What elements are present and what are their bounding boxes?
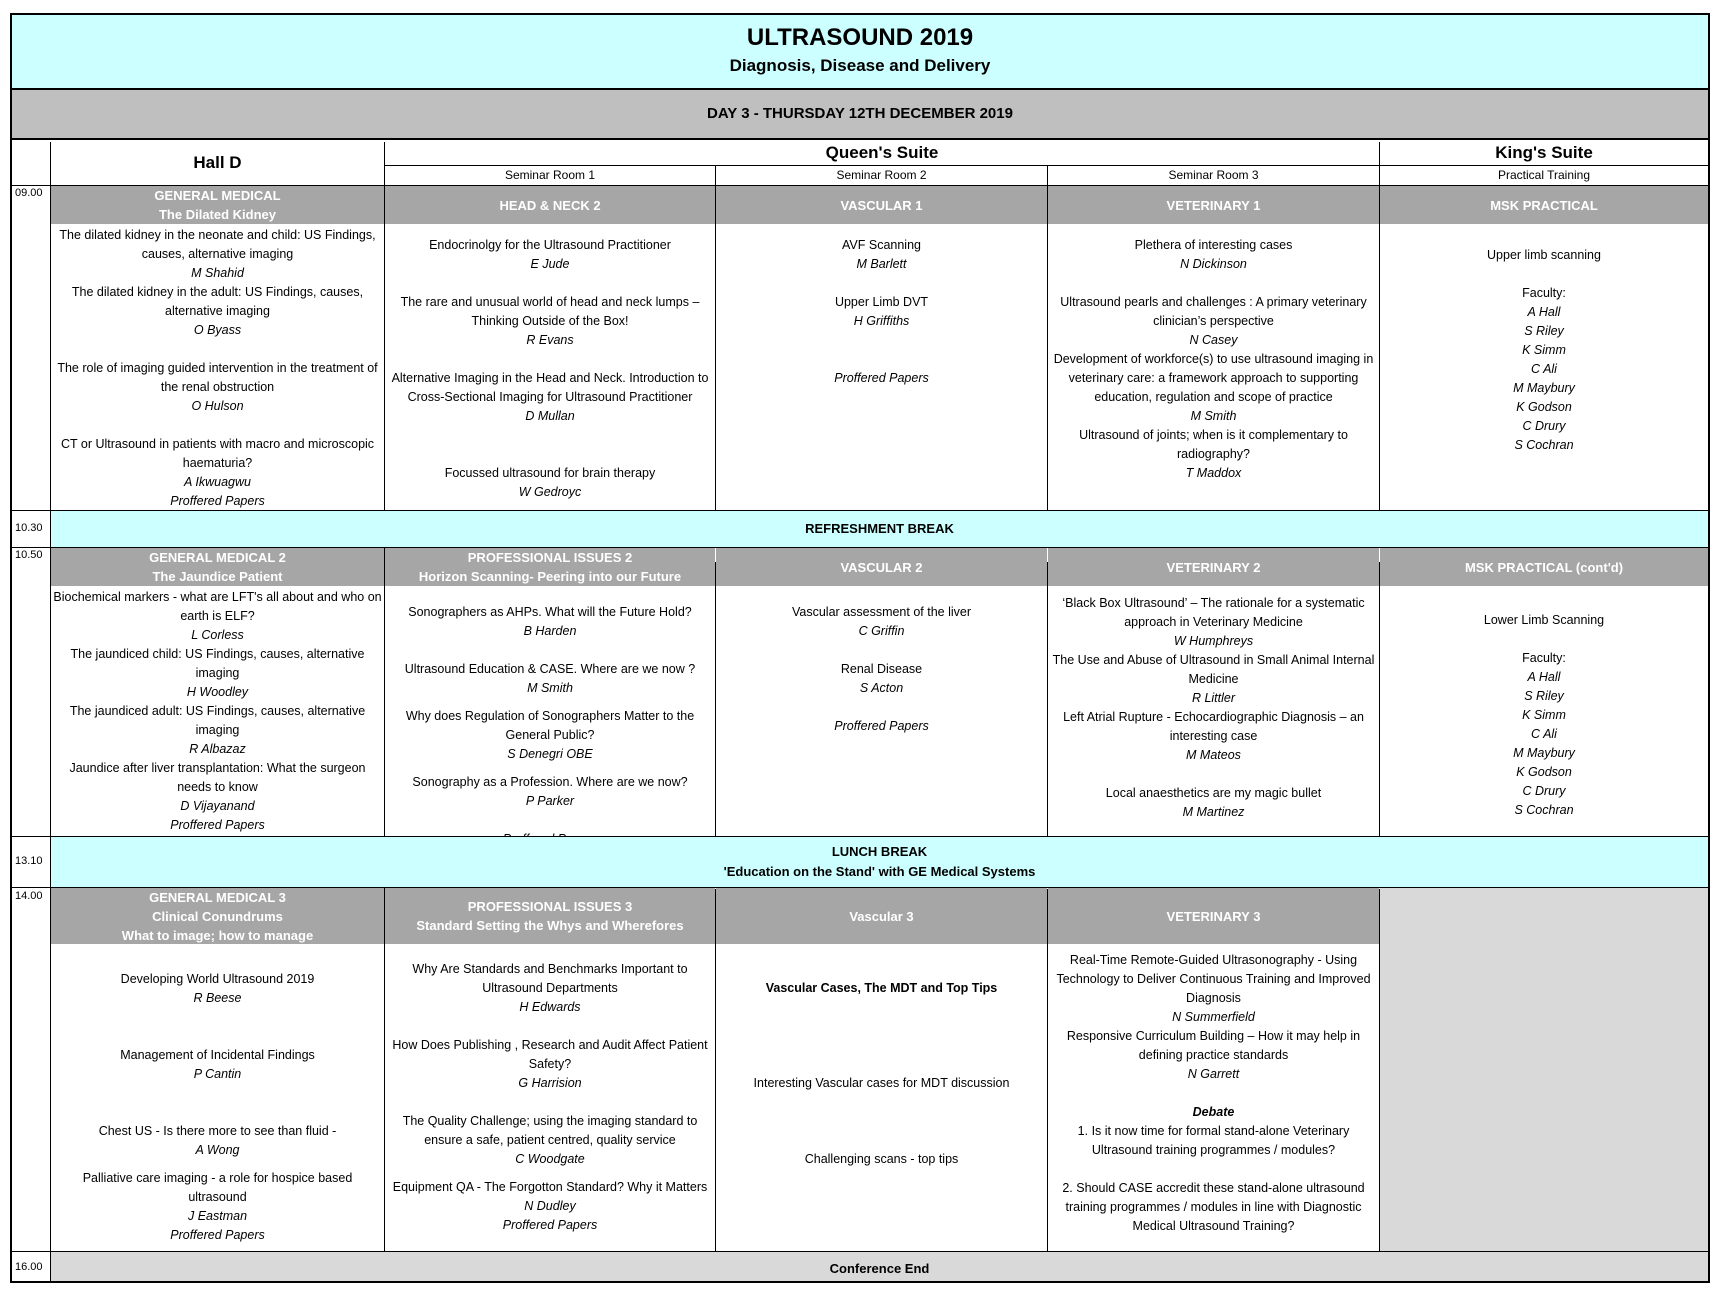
talk-title: Ultrasound Education & CASE. Where are we now ? bbox=[404, 662, 696, 676]
faculty-member: C Drury bbox=[1522, 419, 1566, 433]
block1-sr3-talks bbox=[1048, 236, 1379, 483]
speaker: P Cantin bbox=[193, 1067, 242, 1081]
block3-sr2-talks bbox=[716, 979, 1047, 1169]
session-professional-issues-2 bbox=[385, 548, 715, 586]
session-msk-practical-contd: MSK PRACTICAL (cont'd) bbox=[1380, 548, 1708, 586]
talk-title: Upper limb scanning bbox=[1487, 248, 1601, 262]
kings-suite-empty bbox=[1380, 888, 1708, 1251]
speaker: L Corless bbox=[191, 628, 244, 642]
speaker: A Ikwuagwu bbox=[184, 475, 251, 489]
talk-title: Alternative Imaging in the Head and Neck. Introduction to Cross-Sectional Imaging for Ultrasound Practitioner bbox=[391, 371, 709, 404]
talk-title: CT or Ultrasound in patients with macro and microscopic haematuria? bbox=[60, 437, 375, 470]
programme-sheet bbox=[10, 13, 1710, 1283]
speaker: W Humphreys bbox=[1173, 634, 1254, 648]
time-1050: 10.50 bbox=[15, 549, 43, 561]
faculty-member: K Simm bbox=[1522, 343, 1566, 357]
talk-title: Renal Disease bbox=[840, 662, 923, 676]
block2-kings-practical bbox=[1380, 611, 1708, 820]
faculty-member: M Maybury bbox=[1513, 381, 1575, 395]
room-seminar-3: Seminar Room 3 bbox=[1168, 168, 1259, 182]
debate-question: 2. Should CASE accredit these stand-alone ultrasound training programmes / modules in line with Diagnostic Medical Ultrasound Training? bbox=[1062, 1181, 1365, 1233]
speaker: M Martinez bbox=[1182, 805, 1245, 819]
block1-sr1-talks bbox=[385, 236, 715, 502]
talk-title: Developing World Ultrasound 2019 bbox=[120, 972, 315, 986]
faculty-member: C Drury bbox=[1522, 784, 1566, 798]
speaker: J Eastman bbox=[187, 1209, 248, 1223]
talk-title: Plethera of interesting cases bbox=[1134, 238, 1293, 252]
talk-title: ‘Black Box Ultrasound’ – The rationale for a systematic approach in Veterinary Medicine bbox=[1062, 596, 1365, 629]
time-0900: 09.00 bbox=[15, 187, 43, 199]
lunch-break-subtitle: 'Education on the Stand' with GE Medical Systems bbox=[723, 864, 1036, 879]
talk-title: Development of workforce(s) to use ultrasound imaging in veterinary care: a framework approach to supporting education, regulation and scope of practice bbox=[1053, 352, 1374, 404]
session-veterinary-1: VETERINARY 1 bbox=[1048, 186, 1379, 224]
talk-title: Local anaesthetics are my magic bullet bbox=[1105, 786, 1322, 800]
venue-queens-suite: Queen's Suite bbox=[825, 143, 939, 162]
faculty-member: K Godson bbox=[1516, 400, 1572, 414]
speaker: M Barlett bbox=[856, 257, 907, 271]
refreshment-break: REFRESHMENT BREAK bbox=[51, 511, 1708, 547]
speaker: P Parker bbox=[525, 794, 575, 808]
speaker: M Shahid bbox=[191, 266, 244, 280]
faculty-member: S Riley bbox=[1524, 324, 1564, 338]
talk-title: Lower Limb Scanning bbox=[1483, 613, 1605, 627]
session-msk-practical: MSK PRACTICAL bbox=[1380, 186, 1708, 224]
speaker: H Woodley bbox=[186, 685, 249, 699]
faculty-member: A Hall bbox=[1527, 305, 1561, 319]
speaker: N Dickinson bbox=[1180, 257, 1247, 271]
session-title: PROFESSIONAL ISSUES 2 bbox=[467, 550, 633, 565]
session-subtitle: What to image; how to manage bbox=[121, 927, 314, 943]
speaker: O Byass bbox=[193, 323, 242, 337]
block1-sr2-talks bbox=[716, 236, 1047, 388]
talk-title: The jaundiced child: US Findings, causes, alternative imaging bbox=[70, 647, 365, 680]
talk-title: Endocrinolgy for the Ultrasound Practitioner bbox=[429, 238, 671, 252]
speaker: C Griffin bbox=[858, 624, 905, 638]
debate-heading: Debate bbox=[1192, 1105, 1235, 1119]
proffered-papers: Proffered Papers bbox=[170, 1228, 265, 1242]
talk-title: The jaundiced adult: US Findings, causes, alternative imaging bbox=[69, 704, 366, 737]
session-subtitle: The Dilated Kidney bbox=[158, 207, 277, 222]
talk-title: AVF Scanning bbox=[842, 238, 921, 252]
faculty-member: S Cochran bbox=[1514, 438, 1574, 452]
conference-end: Conference End bbox=[51, 1252, 1708, 1283]
block2-sr1-talks bbox=[385, 603, 715, 849]
talk-title: Jaundice after liver transplantation: What the surgeon needs to know bbox=[69, 761, 366, 794]
proffered-papers: Proffered Papers bbox=[170, 494, 265, 508]
speaker: M Smith bbox=[527, 681, 573, 695]
talk-title: Vascular Cases, The MDT and Top Tips bbox=[765, 981, 998, 995]
block3-sr3-talks bbox=[1048, 951, 1379, 1236]
speaker: B Harden bbox=[523, 624, 577, 638]
venue-kings-suite: King's Suite bbox=[1495, 143, 1593, 162]
block2-sr2-talks bbox=[716, 603, 1047, 736]
session-general-medical-3 bbox=[51, 888, 384, 944]
talk-title: Biochemical markers - what are LFT's all about and who on earth is ELF? bbox=[53, 590, 382, 623]
block1-hall-d-talks bbox=[51, 226, 384, 511]
session-subtitle: Horizon Scanning- Peering into our Future bbox=[418, 569, 682, 584]
faculty-member: S Riley bbox=[1524, 689, 1564, 703]
faculty-member: M Maybury bbox=[1513, 746, 1575, 760]
room-practical-training: Practical Training bbox=[1497, 168, 1591, 182]
venue-hall-d: Hall D bbox=[193, 153, 242, 172]
session-title: GENERAL MEDICAL 2 bbox=[149, 550, 286, 565]
time-1310: 13.10 bbox=[15, 855, 43, 867]
session-general-medical-2 bbox=[51, 548, 384, 586]
speaker: N Summerfield bbox=[1172, 1010, 1255, 1024]
speaker: R Beese bbox=[193, 991, 242, 1005]
session-general-medical bbox=[51, 186, 384, 224]
talk-title: Upper Limb DVT bbox=[834, 295, 929, 309]
session-veterinary-3: VETERINARY 3 bbox=[1048, 888, 1379, 944]
talk-title: Real-Time Remote-Guided Ultrasonography - Using Technology to Deliver Continuous Training and Improved Diagnosis bbox=[1056, 953, 1371, 1005]
talk-title: Sonographers as AHPs. What will the Future Hold? bbox=[408, 605, 692, 619]
talk-title: The dilated kidney in the adult: US Findings, causes, alternative imaging bbox=[71, 285, 364, 318]
speaker: R Evans bbox=[526, 333, 574, 347]
talk-title: The role of imaging guided intervention in the treatment of the renal obstruction bbox=[57, 361, 378, 394]
room-line bbox=[384, 165, 1708, 166]
talk-title: The Use and Abuse of Ultrasound in Small Animal Internal Medicine bbox=[1052, 653, 1375, 686]
speaker: N Garrett bbox=[1187, 1067, 1240, 1081]
talk-title: The Quality Challenge; using the imaging standard to ensure a safe, patient centred, quality service bbox=[402, 1114, 698, 1147]
talk-title: Sonography as a Profession. Where are we now? bbox=[412, 775, 688, 789]
debate-question: 1. Is it now time for formal stand-alone Veterinary Ultrasound training programmes / modules? bbox=[1077, 1124, 1350, 1157]
session-vascular-1: VASCULAR 1 bbox=[716, 186, 1047, 224]
talk-title: The rare and unusual world of head and neck lumps – Thinking Outside of the Box! bbox=[400, 295, 700, 328]
talk-title: Chest US - Is there more to see than fluid - bbox=[98, 1124, 337, 1138]
talk-title: Why Are Standards and Benchmarks Important to Ultrasound Departments bbox=[412, 962, 688, 995]
day-heading: DAY 3 - THURSDAY 12TH DECEMBER 2019 bbox=[12, 90, 1708, 140]
session-vascular-2: VASCULAR 2 bbox=[716, 548, 1047, 586]
speaker: N Dudley bbox=[524, 1199, 576, 1213]
faculty-member: A Hall bbox=[1527, 670, 1561, 684]
session-veterinary-2: VETERINARY 2 bbox=[1048, 548, 1379, 586]
speaker: D Mullan bbox=[525, 409, 575, 423]
talk-title: Left Atrial Rupture - Echocardiographic Diagnosis – an interesting case bbox=[1063, 710, 1364, 743]
speaker: R Albazaz bbox=[189, 742, 246, 756]
speaker: M Mateos bbox=[1186, 748, 1241, 762]
faculty-member: S Cochran bbox=[1514, 803, 1574, 817]
proffered-papers: Proffered Papers bbox=[170, 818, 265, 832]
title-band bbox=[12, 15, 1708, 90]
room-seminar-2: Seminar Room 2 bbox=[836, 168, 927, 182]
speaker: W Gedroyc bbox=[518, 485, 582, 499]
page-title: ULTRASOUND 2019 bbox=[746, 24, 974, 51]
talk-title: Ultrasound of joints; when is it complementary to radiography? bbox=[1079, 428, 1348, 461]
talk-title: Management of Incidental Findings bbox=[120, 1048, 315, 1062]
speaker: O Hulson bbox=[191, 399, 244, 413]
talk-title: Equipment QA - The Forgotton Standard? Why it Matters bbox=[392, 1180, 708, 1194]
faculty-member: C Ali bbox=[1531, 727, 1557, 741]
talk-title: Focussed ultrasound for brain therapy bbox=[444, 466, 656, 480]
time-1600: 16.00 bbox=[15, 1261, 43, 1273]
session-title: GENERAL MEDICAL bbox=[154, 188, 281, 203]
talk-title: Interesting Vascular cases for MDT discussion bbox=[753, 1076, 1010, 1090]
talk-title: The dilated kidney in the neonate and child: US Findings, causes, alternative imaging bbox=[59, 228, 376, 261]
talk-title: Responsive Curriculum Building – How it may help in defining practice standards bbox=[1066, 1029, 1361, 1062]
block3-hall-d-talks bbox=[51, 970, 384, 1245]
talk-title: Vascular assessment of the liver bbox=[791, 605, 971, 619]
proffered-papers: Proffered Papers bbox=[834, 371, 929, 385]
session-head-neck-2: HEAD & NECK 2 bbox=[385, 186, 715, 224]
speaker: E Jude bbox=[530, 257, 570, 271]
speaker: A Wong bbox=[195, 1143, 240, 1157]
block2-hall-d-talks bbox=[51, 588, 384, 835]
page-subtitle: Diagnosis, Disease and Delivery bbox=[729, 56, 991, 75]
speaker: N Casey bbox=[1189, 333, 1238, 347]
speaker: G Harrision bbox=[518, 1076, 582, 1090]
speaker: S Acton bbox=[859, 681, 904, 695]
speaker: H Griffiths bbox=[853, 314, 910, 328]
session-title: GENERAL MEDICAL 3 bbox=[149, 889, 286, 905]
speaker: C Woodgate bbox=[515, 1152, 585, 1166]
talk-title: Why does Regulation of Sonographers Matter to the General Public? bbox=[405, 709, 695, 742]
faculty-label: Faculty: bbox=[1522, 651, 1566, 665]
faculty-member: C Ali bbox=[1531, 362, 1557, 376]
speaker: R Littler bbox=[1191, 691, 1236, 705]
session-vascular-3: Vascular 3 bbox=[716, 888, 1047, 944]
proffered-papers: Proffered Papers bbox=[834, 719, 929, 733]
speaker: H Edwards bbox=[519, 1000, 581, 1014]
block2-sr3-talks bbox=[1048, 594, 1379, 822]
room-seminar-1: Seminar Room 1 bbox=[504, 168, 596, 182]
block1-kings-practical bbox=[1380, 246, 1708, 455]
session-subtitle: The Jaundice Patient bbox=[152, 569, 283, 584]
time-1030: 10.30 bbox=[15, 522, 43, 534]
talk-title: How Does Publishing , Research and Audit Affect Patient Safety? bbox=[392, 1038, 708, 1071]
session-professional-issues-3 bbox=[385, 888, 715, 944]
session-subtitle: Standard Setting the Whys and Wherefores bbox=[416, 918, 684, 933]
session-subtitle: Clinical Conundrums bbox=[152, 908, 283, 924]
block3-sr1-talks bbox=[385, 960, 715, 1235]
proffered-papers: Proffered Papers bbox=[502, 1218, 598, 1232]
lunch-break bbox=[51, 837, 1708, 887]
faculty-label: Faculty: bbox=[1522, 286, 1566, 300]
faculty-member: K Godson bbox=[1516, 765, 1572, 779]
speaker: T Maddox bbox=[1185, 466, 1242, 480]
talk-title: Ultrasound pearls and challenges : A primary veterinary clinician’s perspective bbox=[1060, 295, 1367, 328]
speaker: D Vijayanand bbox=[180, 799, 255, 813]
faculty-member: K Simm bbox=[1522, 708, 1566, 722]
time-1400: 14.00 bbox=[15, 890, 43, 902]
talk-title: Palliative care imaging - a role for hospice based ultrasound bbox=[82, 1171, 353, 1204]
session-title: PROFESSIONAL ISSUES 3 bbox=[467, 899, 633, 914]
talk-title: Challenging scans - top tips bbox=[804, 1152, 959, 1166]
speaker: S Denegri OBE bbox=[507, 747, 593, 761]
lunch-break-title: LUNCH BREAK bbox=[831, 844, 928, 859]
speaker: M Smith bbox=[1190, 409, 1237, 423]
